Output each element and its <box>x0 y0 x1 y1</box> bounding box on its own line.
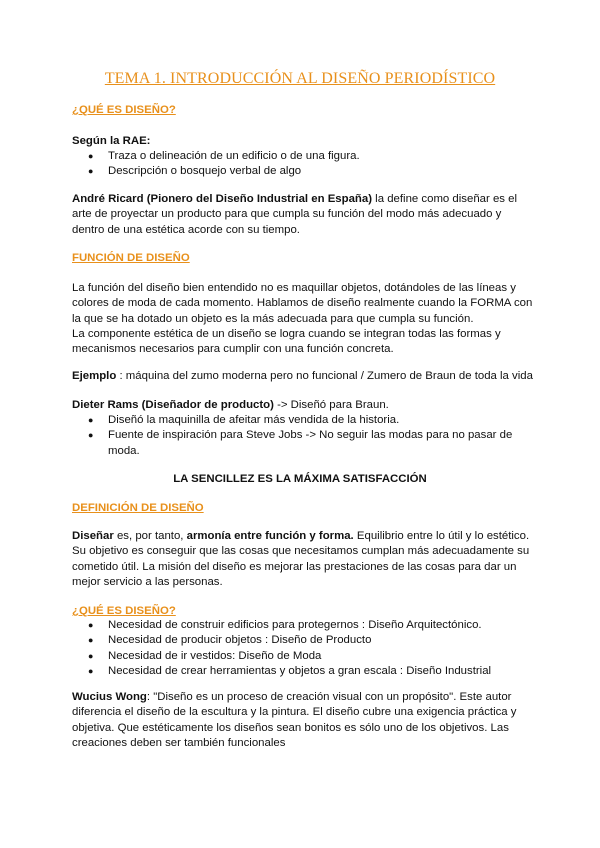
ricard-paragraph <box>72 192 534 238</box>
heading-que-es-diseno-2: ¿QUÉ ES DISEÑO? <box>72 605 176 617</box>
heading-que-es-diseno: ¿QUÉ ES DISEÑO? <box>72 104 176 116</box>
heading-funcion-diseno: FUNCIÓN DE DISEÑO <box>72 252 190 264</box>
needs-list <box>72 618 532 680</box>
def-bold-2: armonía entre función y forma. <box>186 530 354 542</box>
ricard-name: André Ricard (Pionero del Diseño Industrial en España) <box>72 193 373 205</box>
rams-name: Dieter Rams (Diseñador de producto) <box>72 399 274 411</box>
ricard-text: la define como diseñar es el arte de proyectar un producto para que cumpla su función del modo más adecuado y dentro de una estética acorde con su tiempo. <box>72 193 518 236</box>
page-title: TEMA 1. INTRODUCCIÓN AL DISEÑO PERIODÍSTICO <box>104 70 496 87</box>
list-item: ● Necesidad de crear herramientas y objetos a gran escala : Diseño Industrial <box>72 664 532 679</box>
rae-list <box>72 149 532 180</box>
def-text-2: Equilibrio entre lo útil y lo estético. Su objetivo es conseguir que las cosas que necesitamos cumplan más adecuadamente su cometido útil. La misión del diseño es mejorar las prestaciones de las cosas para dar un mejor servicio a las personas. <box>72 530 530 589</box>
sencillez-heading: LA SENCILLEZ ES LA MÁXIMA SATISFACCIÓN <box>173 473 427 485</box>
rams-paragraph <box>72 398 534 413</box>
wong-text: : "Diseño es un proceso de creación visual con un propósito". Este autor diferencia el diseño de la escultura y la pintura. El diseño cubre una exigencia práctica y objetiva. Que estéticamente los diseños sean bonitos es sólo uno de los objetivos. Las creaciones deben ser también funcionales <box>72 691 517 750</box>
ejemplo-text: : máquina del zumo moderna pero no funcional / Zumero de Braun de toda la vida <box>116 370 533 382</box>
funcion-paragraph-2: La componente estética de un diseño se logra cuando se integran todas las formas y mecanismos necesarios para cumplir con una función concreta. <box>72 328 501 356</box>
rams-list <box>72 413 532 459</box>
wong-paragraph <box>72 690 534 752</box>
list-item: ● Traza o delineación de un edificio o de una figura. <box>72 149 532 164</box>
rae-label: Según la RAE: <box>72 135 151 147</box>
list-item: ● Fuente de inspiración para Steve Jobs -> No seguir las modas para no pasar de moda. <box>72 428 532 459</box>
def-text-1: es, por tanto, <box>113 530 187 542</box>
heading-definicion-diseno: DEFINICIÓN DE DISEÑO <box>72 502 204 514</box>
ejemplo-paragraph <box>72 369 534 384</box>
ejemplo-label: Ejemplo <box>72 370 117 382</box>
list-item: ● Necesidad de producir objetos : Diseño de Producto <box>72 633 532 648</box>
wong-name: Wucius Wong <box>72 691 147 703</box>
list-item: ● Diseñó la maquinilla de afeitar más vendida de la historia. <box>72 413 532 428</box>
definicion-paragraph <box>72 529 534 591</box>
list-item: ● Necesidad de construir edificios para protegernos : Diseño Arquitectónico. <box>72 618 532 633</box>
rams-text: -> Diseñó para Braun. <box>273 399 389 411</box>
list-item: ● Necesidad de ir vestidos: Diseño de Moda <box>72 649 532 664</box>
def-bold-1: Diseñar <box>72 530 114 542</box>
funcion-paragraph-1: La función del diseño bien entendido no es maquillar objetos, dotándoles de las líneas y colores de moda de cada momento. Hablamos de diseño realmente cuando la FORMA con la que se ha dotado un objeto es la más adecuada para que cumpla su función. <box>72 282 533 325</box>
list-item: ● Descripción o bosquejo verbal de algo <box>72 164 532 179</box>
